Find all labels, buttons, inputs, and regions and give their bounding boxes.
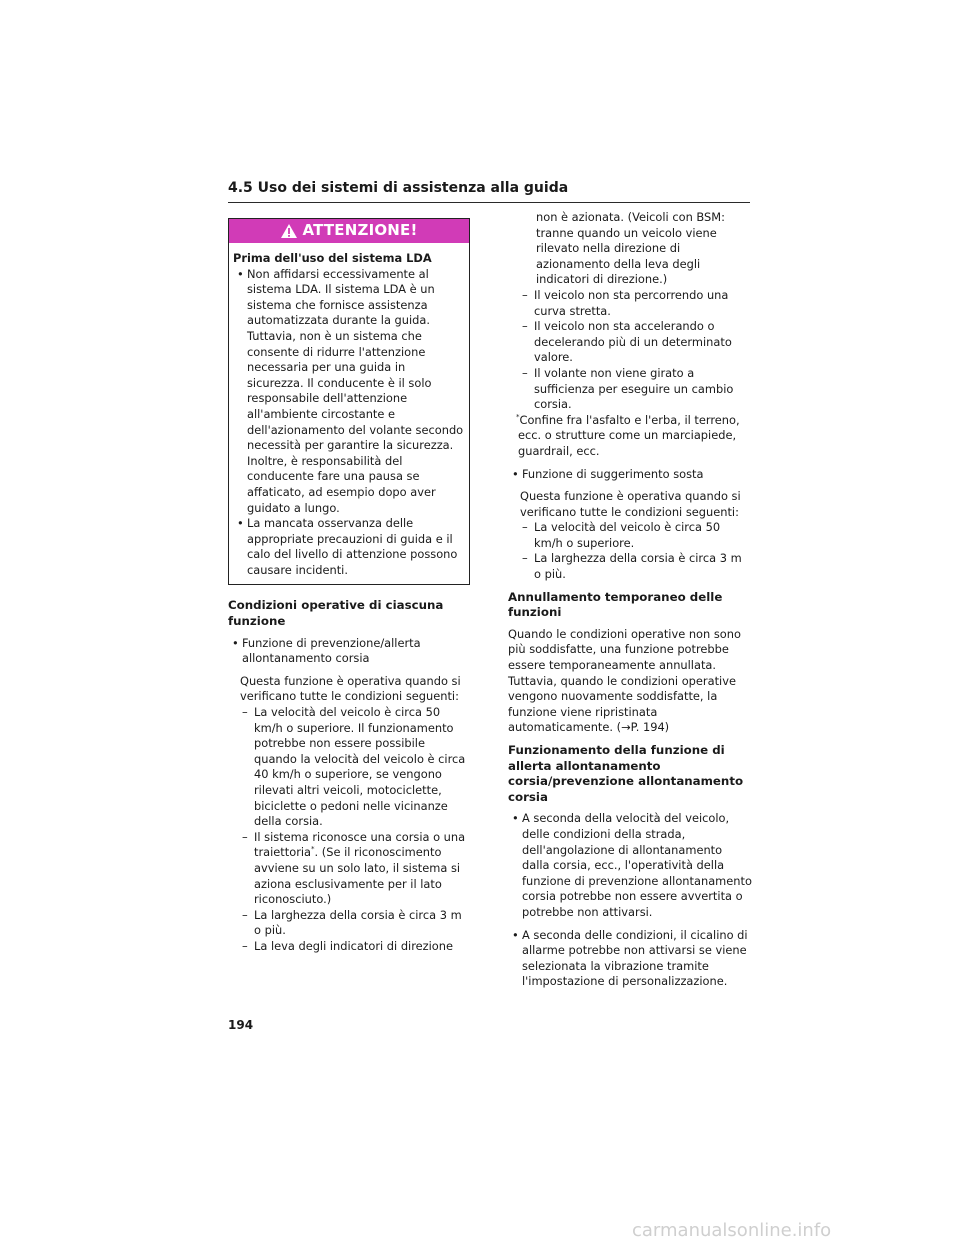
condition-item: – La velocità del veicolo è circa 50 km/h o superiore. Il funzionamento potrebbe non essere possibile quando la velocità del veicolo è circa 40 km/h o superiore, se vengono rilevati altri veicoli, motociclette, biciclette o pedoni nelle vicinanze della corsia. bbox=[242, 705, 466, 829]
warning-heading-text: ATTENZIONE! bbox=[302, 221, 418, 240]
conditions-intro: Questa funzione è operativa quando si verificano tutte le condizioni seguenti: bbox=[520, 489, 741, 519]
condition-item: – La larghezza della corsia è circa 3 m o più. bbox=[242, 907, 462, 938]
warning-bullet: • La mancata osservanza delle appropriate precauzioni di guida e il calo del livello di attenzione possono causare incidenti. bbox=[237, 516, 458, 577]
right-column bbox=[508, 210, 752, 990]
bullet-stop-suggestion: • Funzione di suggerimento sosta bbox=[512, 466, 704, 481]
page-number: 194 bbox=[228, 1018, 254, 1032]
condition-item: – Il sistema riconosce una corsia o una traiettoria*. (Se il riconoscimento avviene su un solo lato, il sistema si aziona esclusivamente per il lato riconosciuto.) bbox=[242, 829, 466, 907]
footnote: *Confine fra l'asfalto e l'erba, il terreno, ecc. o strutture come un marciapiede, guardrail, ecc. bbox=[516, 412, 740, 458]
warning-title: Prima dell'uso del sistema LDA bbox=[233, 251, 432, 265]
warning-triangle-icon bbox=[280, 223, 298, 239]
bullet-lane-function: • Funzione di prevenzione/allerta allontanamento corsia bbox=[232, 635, 421, 666]
left-column bbox=[228, 218, 470, 955]
section-title-cancel: Annullamento temporaneo delle funzioni bbox=[508, 589, 723, 620]
condition-item: – Il volante non viene girato a sufficienza per eseguire un cambio corsia. bbox=[522, 365, 734, 412]
condition-item: – Il veicolo non sta percorrendo una curva stretta. bbox=[522, 287, 729, 318]
condition-item: – La velocità del veicolo è circa 50 km/h o superiore. bbox=[522, 520, 721, 550]
condition-item: – Il veicolo non sta accelerando o decelerando più di un determinato valore. bbox=[522, 319, 732, 365]
operation-bullet: • A seconda delle condizioni, il cicalino di allarme potrebbe non attivarsi se viene selezionata la vibrazione tramite l'impostazione di personalizzazione. bbox=[512, 927, 748, 989]
warning-header bbox=[229, 219, 469, 243]
cancel-paragraph: Quando le condizioni operative non sono più soddisfatte, una funzione potrebbe essere temporaneamente annullata. Tuttavia, quando le condizioni operative vengono nuovamente soddisfatte, la funzione viene ripristinata automaticamente. (→P. 194) bbox=[508, 626, 741, 735]
warning-box bbox=[228, 218, 470, 585]
section-title-conditions: Condizioni operative di ciascuna funzione bbox=[228, 598, 444, 629]
watermark: carmanualsonline.info bbox=[632, 1220, 832, 1241]
section-header: 4.5 Uso dei sistemi di assistenza alla guida bbox=[228, 179, 750, 203]
operation-bullet: • A seconda della velocità del veicolo, delle condizioni della strada, dell'angolazione di allontanamento dalla corsia, ecc., l'operatività della funzione di prevenzione allontanamento corsia potrebbe non essere avvertita o potrebbe non attivarsi. bbox=[512, 811, 752, 919]
conditions-intro: Questa funzione è operativa quando si verificano tutte le condizioni seguenti: bbox=[240, 673, 461, 704]
section-title-operation: Funzionamento della funzione di allerta allontanamento corsia/prevenzione allontanamento corsia bbox=[508, 743, 744, 804]
condition-item: – La larghezza della corsia è circa 3 m o più. bbox=[522, 551, 742, 582]
condition-item-continued: non è azionata. (Veicoli con BSM: tranne quando un veicolo viene rilevato nella direzione di azionamento della leva degli indicatori di direzione.) bbox=[536, 210, 725, 287]
warning-body bbox=[229, 243, 469, 584]
condition-item: – La leva degli indicatori di direzione bbox=[242, 938, 453, 953]
warning-bullet: • Non affidarsi eccessivamente al sistema LDA. Il sistema LDA è un sistema che fornisce assistenza automatizzata durante la guida. Tuttavia, non è un sistema che consente di ridurre l'attenzione necessaria per una guida in sicurezza. Il conducente è il solo responsabile dell'attenzione all'ambiente circostante e dell'azionamento del volante secondo necessità per garantire la sicurezza. Inoltre, è responsabilità del conducente fare una pausa se affaticato, ad esempio dopo aver guidato a lungo. bbox=[237, 266, 464, 515]
